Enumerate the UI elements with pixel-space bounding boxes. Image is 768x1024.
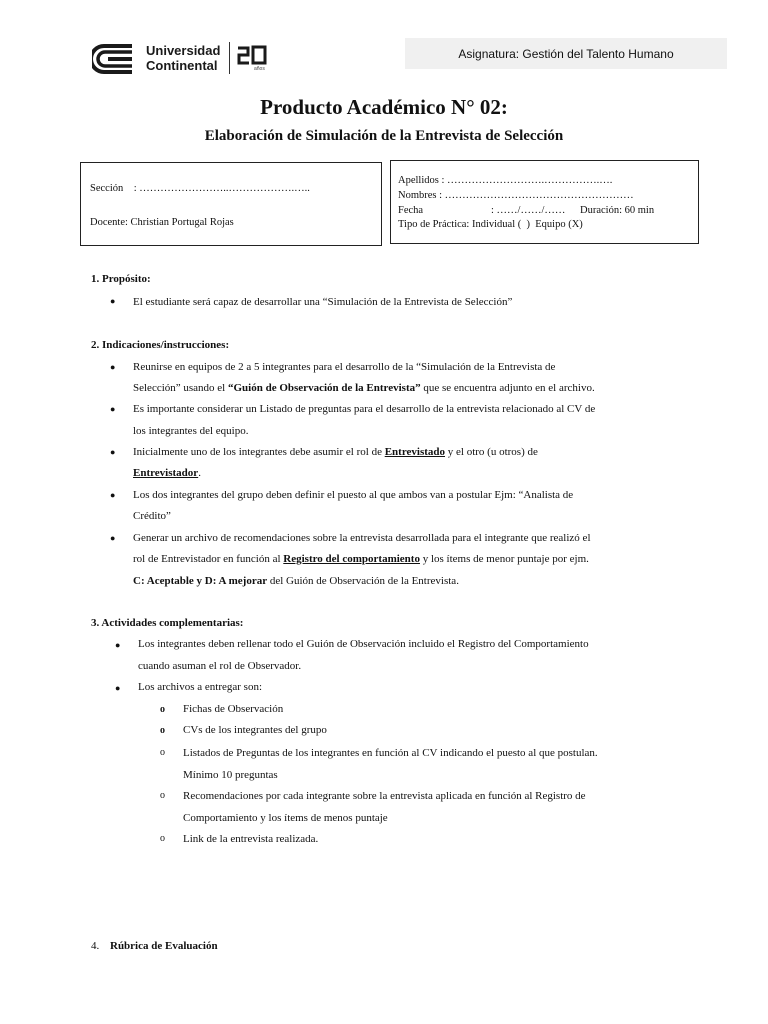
aceptable-mejorar-bold: C: Aceptable y D: A mejorar <box>133 575 268 587</box>
anniversary-20-icon <box>236 44 268 66</box>
s2-bullet-3-line-2 <box>133 463 201 485</box>
student-info-box <box>390 160 699 244</box>
bullet-icon: ● <box>110 490 116 500</box>
bullet-icon: ● <box>110 404 116 414</box>
s3-sub-3-line-2: Mínimo 10 preguntas <box>183 769 278 781</box>
registro-comportamiento-underlined: Registro del comportamiento <box>283 553 420 565</box>
s2-bullet-1-line-1: Reunirse en equipos de 2 a 5 integrantes para el desarrollo de la “Simulación de la Entrevista de <box>133 361 556 373</box>
section-4-number: 4. <box>91 940 100 952</box>
section-2-heading: 2. Indicaciones/instrucciones: <box>91 339 230 351</box>
s2-bullet-5-line-1: Generar un archivo de recomendaciones sobre la entrevista desarrollada para el integrante que realizó el <box>133 532 591 544</box>
sub-bullet-icon: o <box>160 833 165 844</box>
logo-anios-label: años <box>254 66 265 72</box>
s2-bullet-5-line-3 <box>133 571 459 593</box>
bullet-icon: ● <box>115 683 121 693</box>
text-run: y los ítems de menor puntaje por ejm. <box>419 553 589 565</box>
s2-bullet-4-line-2: Crédito” <box>133 510 171 522</box>
logo-line-2: Continental <box>146 58 218 73</box>
s1-bullet-1: El estudiante será capaz de desarrollar una “Simulación de la Entrevista de Selección” <box>133 296 513 308</box>
s2-bullet-1-line-2 <box>133 378 595 400</box>
entrevistado-underlined: Entrevistado <box>384 446 446 458</box>
s2-bullet-2-line-2: los integrantes del equipo. <box>133 425 249 437</box>
text-run: y el otro (u otros) de <box>445 446 538 458</box>
fecha-value: : ……/……/…… <box>491 205 566 216</box>
sub-bullet-bold-icon: o <box>160 725 165 736</box>
s3-sub-4-line-1: Recomendaciones por cada integrante sobre la entrevista aplicada en función al Registro de <box>183 790 586 802</box>
sub-bullet-icon: o <box>160 790 165 801</box>
section-3-heading: 3. Actividades complementarias: <box>91 617 244 629</box>
bullet-icon: ● <box>110 296 116 306</box>
sub-bullet-icon: o <box>160 747 165 758</box>
fecha-label: Fecha <box>398 205 424 216</box>
text-run: . <box>198 467 201 479</box>
logo-divider <box>229 42 230 74</box>
bullet-icon: ● <box>110 362 116 372</box>
entrevistador-underlined: Entrevistador <box>133 467 199 479</box>
s2-bullet-2-line-1: Es importante considerar un Listado de preguntas para el desarrollo de la entrevista relacionado al CV de <box>133 403 596 415</box>
s3-sub-2: CVs de los integrantes del grupo <box>183 724 327 736</box>
tipo-practica-field: Tipo de Práctica: Individual ( ) Equipo (X) <box>398 219 583 230</box>
nombres-field: Nombres : ……………………………………………… <box>398 190 634 201</box>
bullet-icon: ● <box>115 640 121 650</box>
text-run: Selección” usando el <box>133 382 228 394</box>
text-run: rol de Entrevistador en función al <box>133 553 284 565</box>
s2-bullet-5-line-2 <box>133 549 589 571</box>
apellidos-field: Apellidos : ……………………….…………….…. <box>398 175 613 186</box>
subject-banner <box>405 38 727 69</box>
s3-sub-5: Link de la entrevista realizada. <box>183 833 319 845</box>
text-run: que se encuentra adjunto en el archivo. <box>420 382 595 394</box>
course-info-box <box>80 162 382 246</box>
page-subtitle: Elaboración de Simulación de la Entrevista de Selección <box>204 128 564 144</box>
section-1-heading: 1. Propósito: <box>91 273 151 285</box>
subject-text: Asignatura: Gestión del Talento Humano <box>458 46 674 61</box>
s3-sub-3-line-1: Listados de Preguntas de los integrantes en función al CV indicando el puesto al que postulan. <box>183 747 598 759</box>
continental-logo-icon <box>92 42 138 76</box>
guion-observacion-bold: “Guión de Observación de la Entrevista” <box>228 382 421 394</box>
sub-bullet-bold-icon: o <box>160 704 165 715</box>
seccion-field: Sección : ……………………..……………….….. <box>90 183 310 194</box>
text-run: del Guión de Observación de la Entrevista. <box>267 575 459 587</box>
logo-line-1: Universidad <box>146 43 221 58</box>
s3-bullet-1-line-1: Los integrantes deben rellenar todo el Guión de Observación incluido el Registro del Comportamiento <box>138 638 589 650</box>
s3-bullet-1-line-2: cuando asuman el rol de Observador. <box>138 660 302 672</box>
s3-bullet-2: Los archivos a entregar son: <box>138 681 263 693</box>
s3-sub-1: Fichas de Observación <box>183 703 284 715</box>
docente-field: Docente: Christian Portugal Rojas <box>90 217 234 228</box>
bullet-icon: ● <box>110 447 116 457</box>
section-4-heading: Rúbrica de Evaluación <box>110 940 218 952</box>
text-run: Inicialmente uno de los integrantes debe asumir el rol de <box>133 446 385 458</box>
duracion-field: Duración: 60 min <box>580 205 655 216</box>
bullet-icon: ● <box>110 533 116 543</box>
s3-sub-4-line-2: Comportamiento y los ítems de menos puntaje <box>183 812 388 824</box>
s2-bullet-4-line-1: Los dos integrantes del grupo deben definir el puesto al que ambos van a postular Ejm: “Analista de <box>133 489 574 501</box>
logo-wordmark <box>146 43 220 73</box>
page-title: Producto Académico N° 02: <box>260 95 508 119</box>
s2-bullet-3-line-1 <box>133 442 538 464</box>
